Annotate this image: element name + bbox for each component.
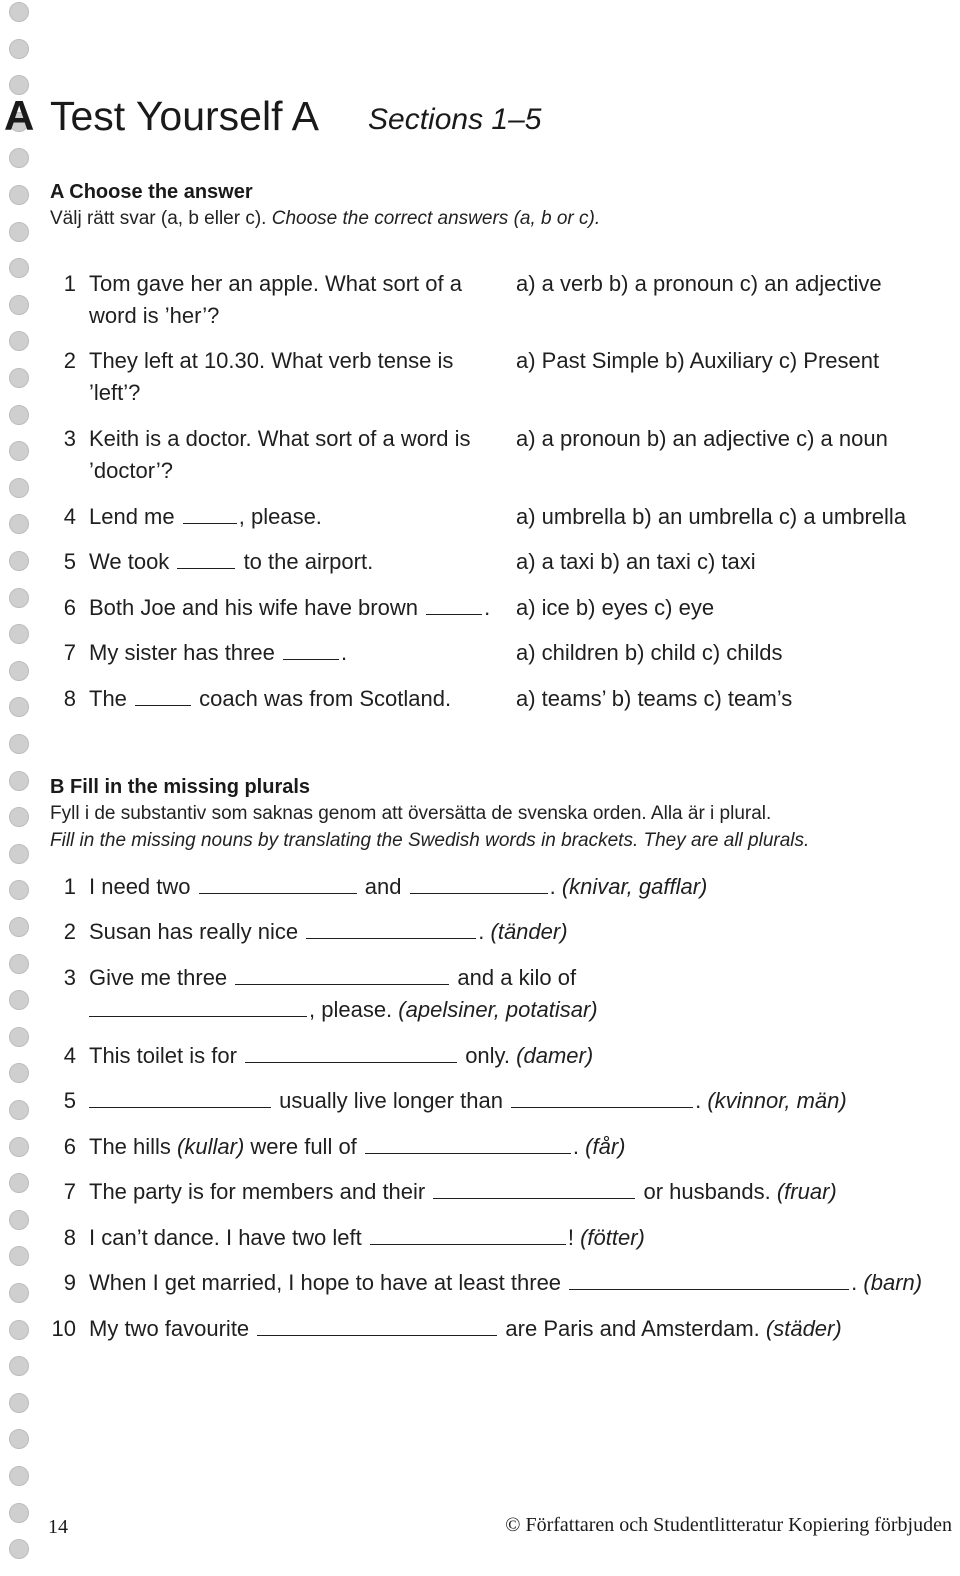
- binder-hole: [9, 1283, 29, 1303]
- section-a-instruction: [50, 206, 600, 232]
- answer-blank[interactable]: [410, 873, 548, 894]
- binder-hole: [9, 39, 29, 59]
- question-text: [89, 1222, 645, 1254]
- binder-hole: [9, 1320, 29, 1340]
- section-b-instruction-en: Fill in the missing nouns by translating the Swedish words in brackets. They are all plurals.: [50, 830, 810, 851]
- hint: (fötter): [580, 1225, 645, 1250]
- binder-hole: [9, 331, 29, 351]
- question-number: 8: [63, 686, 76, 711]
- inline-hint: (kullar): [177, 1134, 245, 1159]
- page-subtitle: Sections 1–5: [368, 103, 542, 136]
- binder-hole: [9, 2, 29, 22]
- binder-hole: [9, 405, 29, 425]
- binder-hole: [9, 148, 29, 168]
- question-number: 7: [63, 1179, 76, 1204]
- question-text: Tom gave her an apple. What sort of a word is ’her’?: [89, 271, 462, 328]
- text-part: .: [549, 874, 556, 899]
- question-text: [89, 916, 568, 948]
- answer-blank[interactable]: [283, 639, 339, 660]
- answer-options: a) children b) child c) childs: [516, 640, 783, 665]
- question-text: [89, 1131, 626, 1163]
- binder-hole: [9, 1466, 29, 1486]
- binder-hole: [9, 1429, 29, 1449]
- hint: (damer): [516, 1043, 594, 1068]
- text-part: were full of: [250, 1134, 357, 1159]
- text-part: and a kilo of: [457, 965, 577, 990]
- binder-hole: [9, 917, 29, 937]
- question-number: 4: [63, 1043, 76, 1068]
- text-part: or husbands.: [643, 1179, 771, 1204]
- text-before: We took: [89, 549, 170, 574]
- binder-hole: [9, 441, 29, 461]
- binder-hole: [9, 1063, 29, 1083]
- binder-hole: [9, 258, 29, 278]
- hint: (kvinnor, män): [707, 1088, 847, 1113]
- page-number: 14: [48, 1516, 68, 1538]
- binder-hole: [9, 185, 29, 205]
- answer-blank[interactable]: [306, 918, 476, 939]
- text-part: and: [364, 874, 402, 899]
- binder-hole: [9, 1539, 29, 1559]
- question-number: 6: [63, 595, 76, 620]
- question-number: 5: [63, 549, 76, 574]
- binder-hole: [9, 1137, 29, 1157]
- binder-hole: [9, 1246, 29, 1266]
- question-text: [89, 1040, 593, 1072]
- question-text: [89, 1313, 842, 1345]
- question-number: 10: [51, 1316, 76, 1341]
- text-after: coach was from Scotland.: [199, 686, 452, 711]
- question-number: 9: [63, 1270, 76, 1295]
- text-part: , please.: [309, 997, 393, 1022]
- binder-hole: [9, 1393, 29, 1413]
- answer-options: a) a pronoun b) an adjective c) a noun: [516, 426, 888, 451]
- text-part: .: [851, 1270, 858, 1295]
- hint: (knivar, gafflar): [561, 874, 708, 899]
- question-text: [89, 501, 322, 533]
- question-text: [89, 994, 598, 1026]
- section-letter: A: [4, 92, 35, 139]
- binder-hole: [9, 478, 29, 498]
- answer-blank[interactable]: [257, 1315, 497, 1336]
- copyright-notice: © Författaren och Studentlitteratur Kopiering förbjuden: [505, 1514, 952, 1536]
- answer-blank[interactable]: [433, 1178, 635, 1199]
- binder-hole: [9, 734, 29, 754]
- text-part: This toilet is for: [89, 1043, 237, 1068]
- question-number: 5: [63, 1088, 76, 1113]
- binder-hole: [9, 880, 29, 900]
- question-text: [89, 683, 451, 715]
- binder-hole: [9, 1173, 29, 1193]
- text-part: .: [695, 1088, 702, 1113]
- section-a-heading: A Choose the answer: [50, 181, 253, 203]
- binder-hole: [9, 661, 29, 681]
- answer-blank[interactable]: [365, 1133, 571, 1154]
- binder-hole: [9, 844, 29, 864]
- answer-blank[interactable]: [426, 594, 482, 615]
- text-after: .: [484, 595, 491, 620]
- text-part: are Paris and Amsterdam.: [505, 1316, 760, 1341]
- text-part: .: [478, 919, 485, 944]
- binder-hole: [9, 514, 29, 534]
- question-text: [89, 1267, 922, 1299]
- answer-blank[interactable]: [135, 685, 191, 706]
- text-part: When I get married, I hope to have at least three: [89, 1270, 562, 1295]
- question-text: [89, 592, 490, 624]
- hint: (tänder): [490, 919, 568, 944]
- binder-holes: [9, 0, 29, 1576]
- binder-hole: [9, 807, 29, 827]
- section-b-heading: B Fill in the missing plurals: [50, 776, 311, 798]
- text-part: The party is for members and their: [89, 1179, 426, 1204]
- instruction-en: Choose the correct answers (a, b or c).: [271, 208, 601, 229]
- text-after: .: [340, 640, 348, 665]
- question-text: [89, 1085, 847, 1117]
- text-after: to the airport.: [243, 549, 374, 574]
- text-part: Susan has really nice: [89, 919, 299, 944]
- text-before: Both Joe and his wife have brown: [89, 595, 418, 620]
- binder-hole: [9, 368, 29, 388]
- question-number: 7: [63, 640, 76, 665]
- instruction-sv: Välj rätt svar (a, b eller c).: [50, 208, 267, 229]
- binder-hole: [9, 1027, 29, 1047]
- question-number: 3: [63, 965, 76, 990]
- answer-blank[interactable]: [89, 1087, 271, 1108]
- answer-blank[interactable]: [89, 996, 307, 1017]
- answer-options: a) Past Simple b) Auxiliary c) Present: [516, 348, 880, 373]
- text-part: Give me three: [89, 965, 228, 990]
- hint: (städer): [765, 1316, 842, 1341]
- binder-hole: [9, 1210, 29, 1230]
- question-text: [89, 962, 576, 994]
- answer-blank[interactable]: [370, 1224, 566, 1245]
- question-number: 3: [63, 426, 76, 451]
- text-part: only.: [465, 1043, 511, 1068]
- binder-hole: [9, 551, 29, 571]
- text-part: I need two: [89, 874, 191, 899]
- section-b-instruction-sv: Fyll i de substantiv som saknas genom att översätta de svenska orden. Alla är i plural.: [50, 803, 772, 824]
- question-number: 8: [63, 1225, 76, 1250]
- question-text: [89, 871, 707, 903]
- text-part: I can’t dance. I have two left: [89, 1225, 362, 1250]
- page-title: Test Yourself A: [50, 93, 319, 139]
- binder-hole: [9, 990, 29, 1010]
- question-number: 1: [63, 271, 76, 296]
- binder-hole: [9, 1100, 29, 1120]
- hint: (får): [585, 1134, 626, 1159]
- hint: (barn): [863, 1270, 923, 1295]
- answer-options: a) umbrella b) an umbrella c) a umbrella: [516, 504, 907, 529]
- binder-hole: [9, 697, 29, 717]
- question-text: [89, 637, 347, 669]
- binder-hole: [9, 222, 29, 242]
- answer-blank[interactable]: [511, 1087, 693, 1108]
- text-before: The: [89, 686, 127, 711]
- question-text: Keith is a doctor. What sort of a word is ’doctor’?: [89, 426, 471, 483]
- question-number: 4: [63, 504, 76, 529]
- binder-hole: [9, 624, 29, 644]
- binder-hole: [9, 954, 29, 974]
- hint: (apelsiner, potatisar): [398, 997, 598, 1022]
- answer-options: a) a taxi b) an taxi c) taxi: [516, 549, 756, 574]
- answer-blank[interactable]: [245, 1042, 457, 1063]
- answer-blank[interactable]: [569, 1269, 849, 1290]
- question-text: [89, 1176, 837, 1208]
- text-before: My sister has three: [89, 640, 275, 665]
- binder-hole: [9, 588, 29, 608]
- question-number: 6: [63, 1134, 76, 1159]
- answer-options: a) ice b) eyes c) eye: [516, 595, 715, 620]
- text-part: My two favourite: [89, 1316, 250, 1341]
- binder-hole: [9, 1503, 29, 1523]
- answer-blank[interactable]: [235, 964, 449, 985]
- binder-hole: [9, 295, 29, 315]
- binder-hole: [9, 1356, 29, 1376]
- text-part: .: [572, 1134, 580, 1159]
- question-text: [89, 546, 373, 578]
- question-number: 2: [63, 348, 76, 373]
- text-before: Lend me: [89, 504, 175, 529]
- answer-options: a) teams’ b) teams c) team’s: [516, 686, 793, 711]
- question-number: 2: [63, 919, 76, 944]
- answer-blank[interactable]: [183, 503, 237, 524]
- binder-hole: [9, 771, 29, 791]
- answer-blank[interactable]: [199, 873, 357, 894]
- hint: (fruar): [776, 1179, 837, 1204]
- answer-blank[interactable]: [177, 548, 235, 569]
- text-part: !: [567, 1225, 574, 1250]
- answer-options: a) a verb b) a pronoun c) an adjective: [516, 271, 882, 296]
- question-number: 1: [63, 874, 76, 899]
- text-part: usually live longer than: [279, 1088, 503, 1113]
- text-after: , please.: [238, 504, 322, 529]
- question-text: They left at 10.30. What verb tense is ’left’?: [89, 348, 454, 405]
- text-part: The hills: [89, 1134, 171, 1159]
